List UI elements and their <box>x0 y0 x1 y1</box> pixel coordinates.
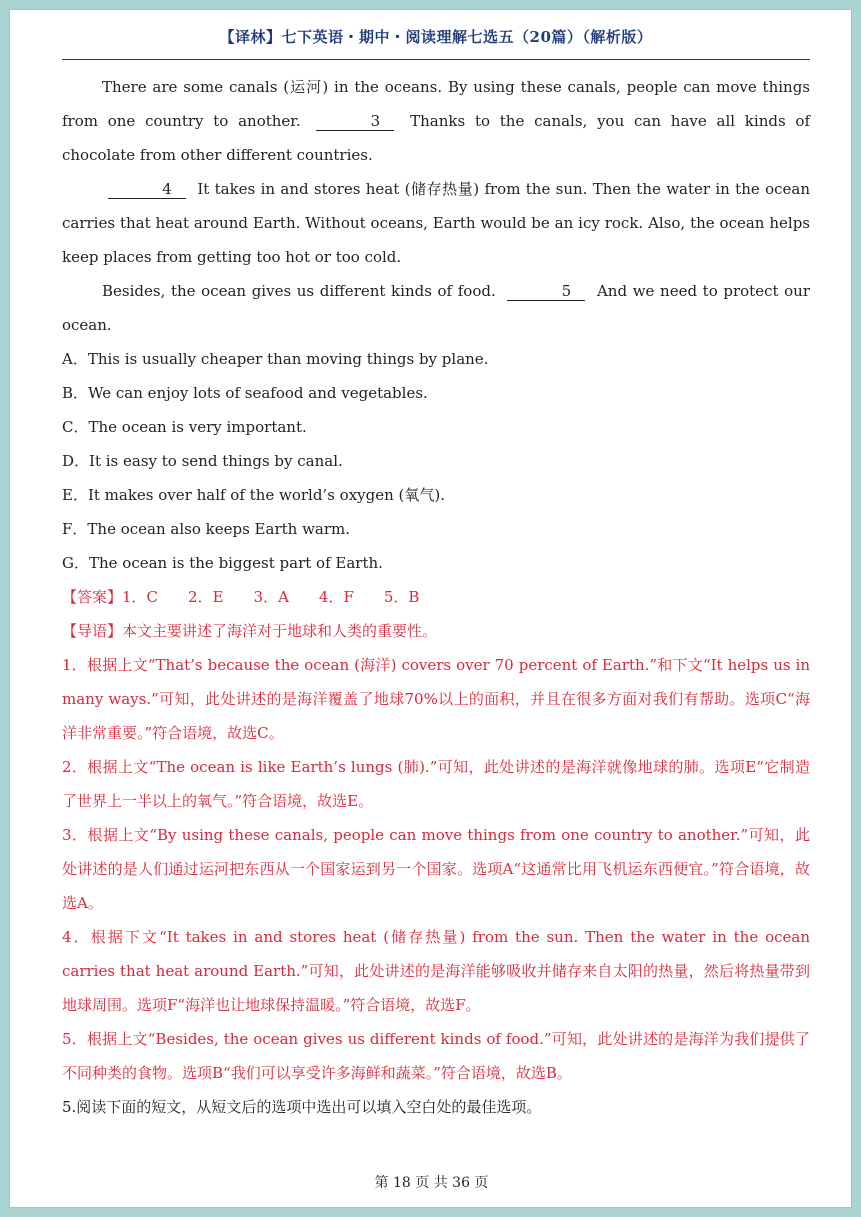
guide-label: 【导语】 <box>62 622 123 640</box>
blank-4: 4 <box>108 180 186 199</box>
answer-label: 【答案】 <box>62 588 123 606</box>
passage-paragraph-2 <box>62 172 810 274</box>
blank-3: 3 <box>316 112 394 131</box>
explanation-1: 1．根据上文“That’s because the ocean (海洋) covers over 70 percent of Earth.”和下文“It helps us in many ways.”可知，此处讲述的是海洋覆盖了地球70%以上的面积，并且在很多方面对我们有帮助。选项C“海洋非常重要。”符合语境，故选C。 <box>62 656 810 742</box>
option-d: D．It is easy to send things by canal. <box>62 452 343 470</box>
page-header-title: 【译林】七下英语・期中・阅读理解七选五（20篇）（解析版） <box>219 28 653 46</box>
option-e: E．It makes over half of the world’s oxygen (氧气). <box>62 486 446 504</box>
answer-values: 1．C 2．E 3．A 4．F 5．B <box>122 588 420 606</box>
explanation-5: 5．根据上文“Besides, the ocean gives us different kinds of food.”可知，此处讲述的是海洋为我们提供了不同种类的食物。选项B“我们可以享受许多海鲜和蔬菜。”符合语境，故选B。 <box>62 1030 810 1082</box>
page-number: 第 18 页 共 36 页 <box>374 1175 489 1191</box>
passage-text: Besides, the ocean gives us different kinds of food. <box>102 282 502 300</box>
page <box>9 9 852 1208</box>
explanation-4: 4．根据下文“It takes in and stores heat (储存热量) from the sun. Then the water in the ocean carries that heat around Earth.”可知，此处讲述的是海洋能够吸收并储存来自太阳的热量，然后将热量带到地球周围。选项F“海洋也让地球保持温暖。”符合语境，故选F。 <box>62 928 810 1014</box>
next-question-instruction: 5.阅读下面的短文，从短文后的选项中选出可以填入空白处的最佳选项。 <box>62 1098 542 1116</box>
explanation-3: 3．根据上文“By using these canals, people can move things from one country to another.”可知，此处讲述的是人们通过运河把东西从一个国家运到另一个国家。选项A“这通常比用飞机运东西便宜。”符合语境，故选A。 <box>62 826 810 912</box>
guide-text: 本文主要讲述了海洋对于地球和人类的重要性。 <box>122 622 438 640</box>
passage-paragraph-3 <box>62 274 810 342</box>
document-body <box>62 70 810 1124</box>
option-a: A．This is usually cheaper than moving things by plane. <box>62 350 489 368</box>
option-b: B．We can enjoy lots of seafood and vegetables. <box>62 384 428 402</box>
blank-5: 5 <box>507 282 585 301</box>
passage-text: And we need to protect our ocean. <box>62 282 810 334</box>
passage-text: Thanks to the canals, you can have all kinds of chocolate from other different countries. <box>62 112 811 164</box>
option-c: C．The ocean is very important. <box>62 418 307 436</box>
guide-line <box>62 614 810 648</box>
option-f: F．The ocean also keeps Earth warm. <box>62 520 351 538</box>
explanation-2: 2．根据上文“The ocean is like Earth’s lungs (肺).”可知，此处讲述的是海洋就像地球的肺。选项E“它制造了世界上一半以上的氧气。”符合语境，故选E。 <box>62 758 810 810</box>
header-rule <box>62 59 810 60</box>
passage-text: There are some canals (运河) in the oceans. By using these canals, people can move things from one country to another. <box>62 78 810 130</box>
passage-text: It takes in and stores heat (储存热量) from the sun. Then the water in the ocean carries that heat around Earth. Without oceans, Earth would be an icy rock. Also, the ocean helps keep places from getting too hot or too cold. <box>62 180 810 266</box>
option-g: G．The ocean is the biggest part of Earth. <box>62 554 383 572</box>
passage-paragraph-1 <box>62 70 810 172</box>
answer-line <box>62 580 810 614</box>
